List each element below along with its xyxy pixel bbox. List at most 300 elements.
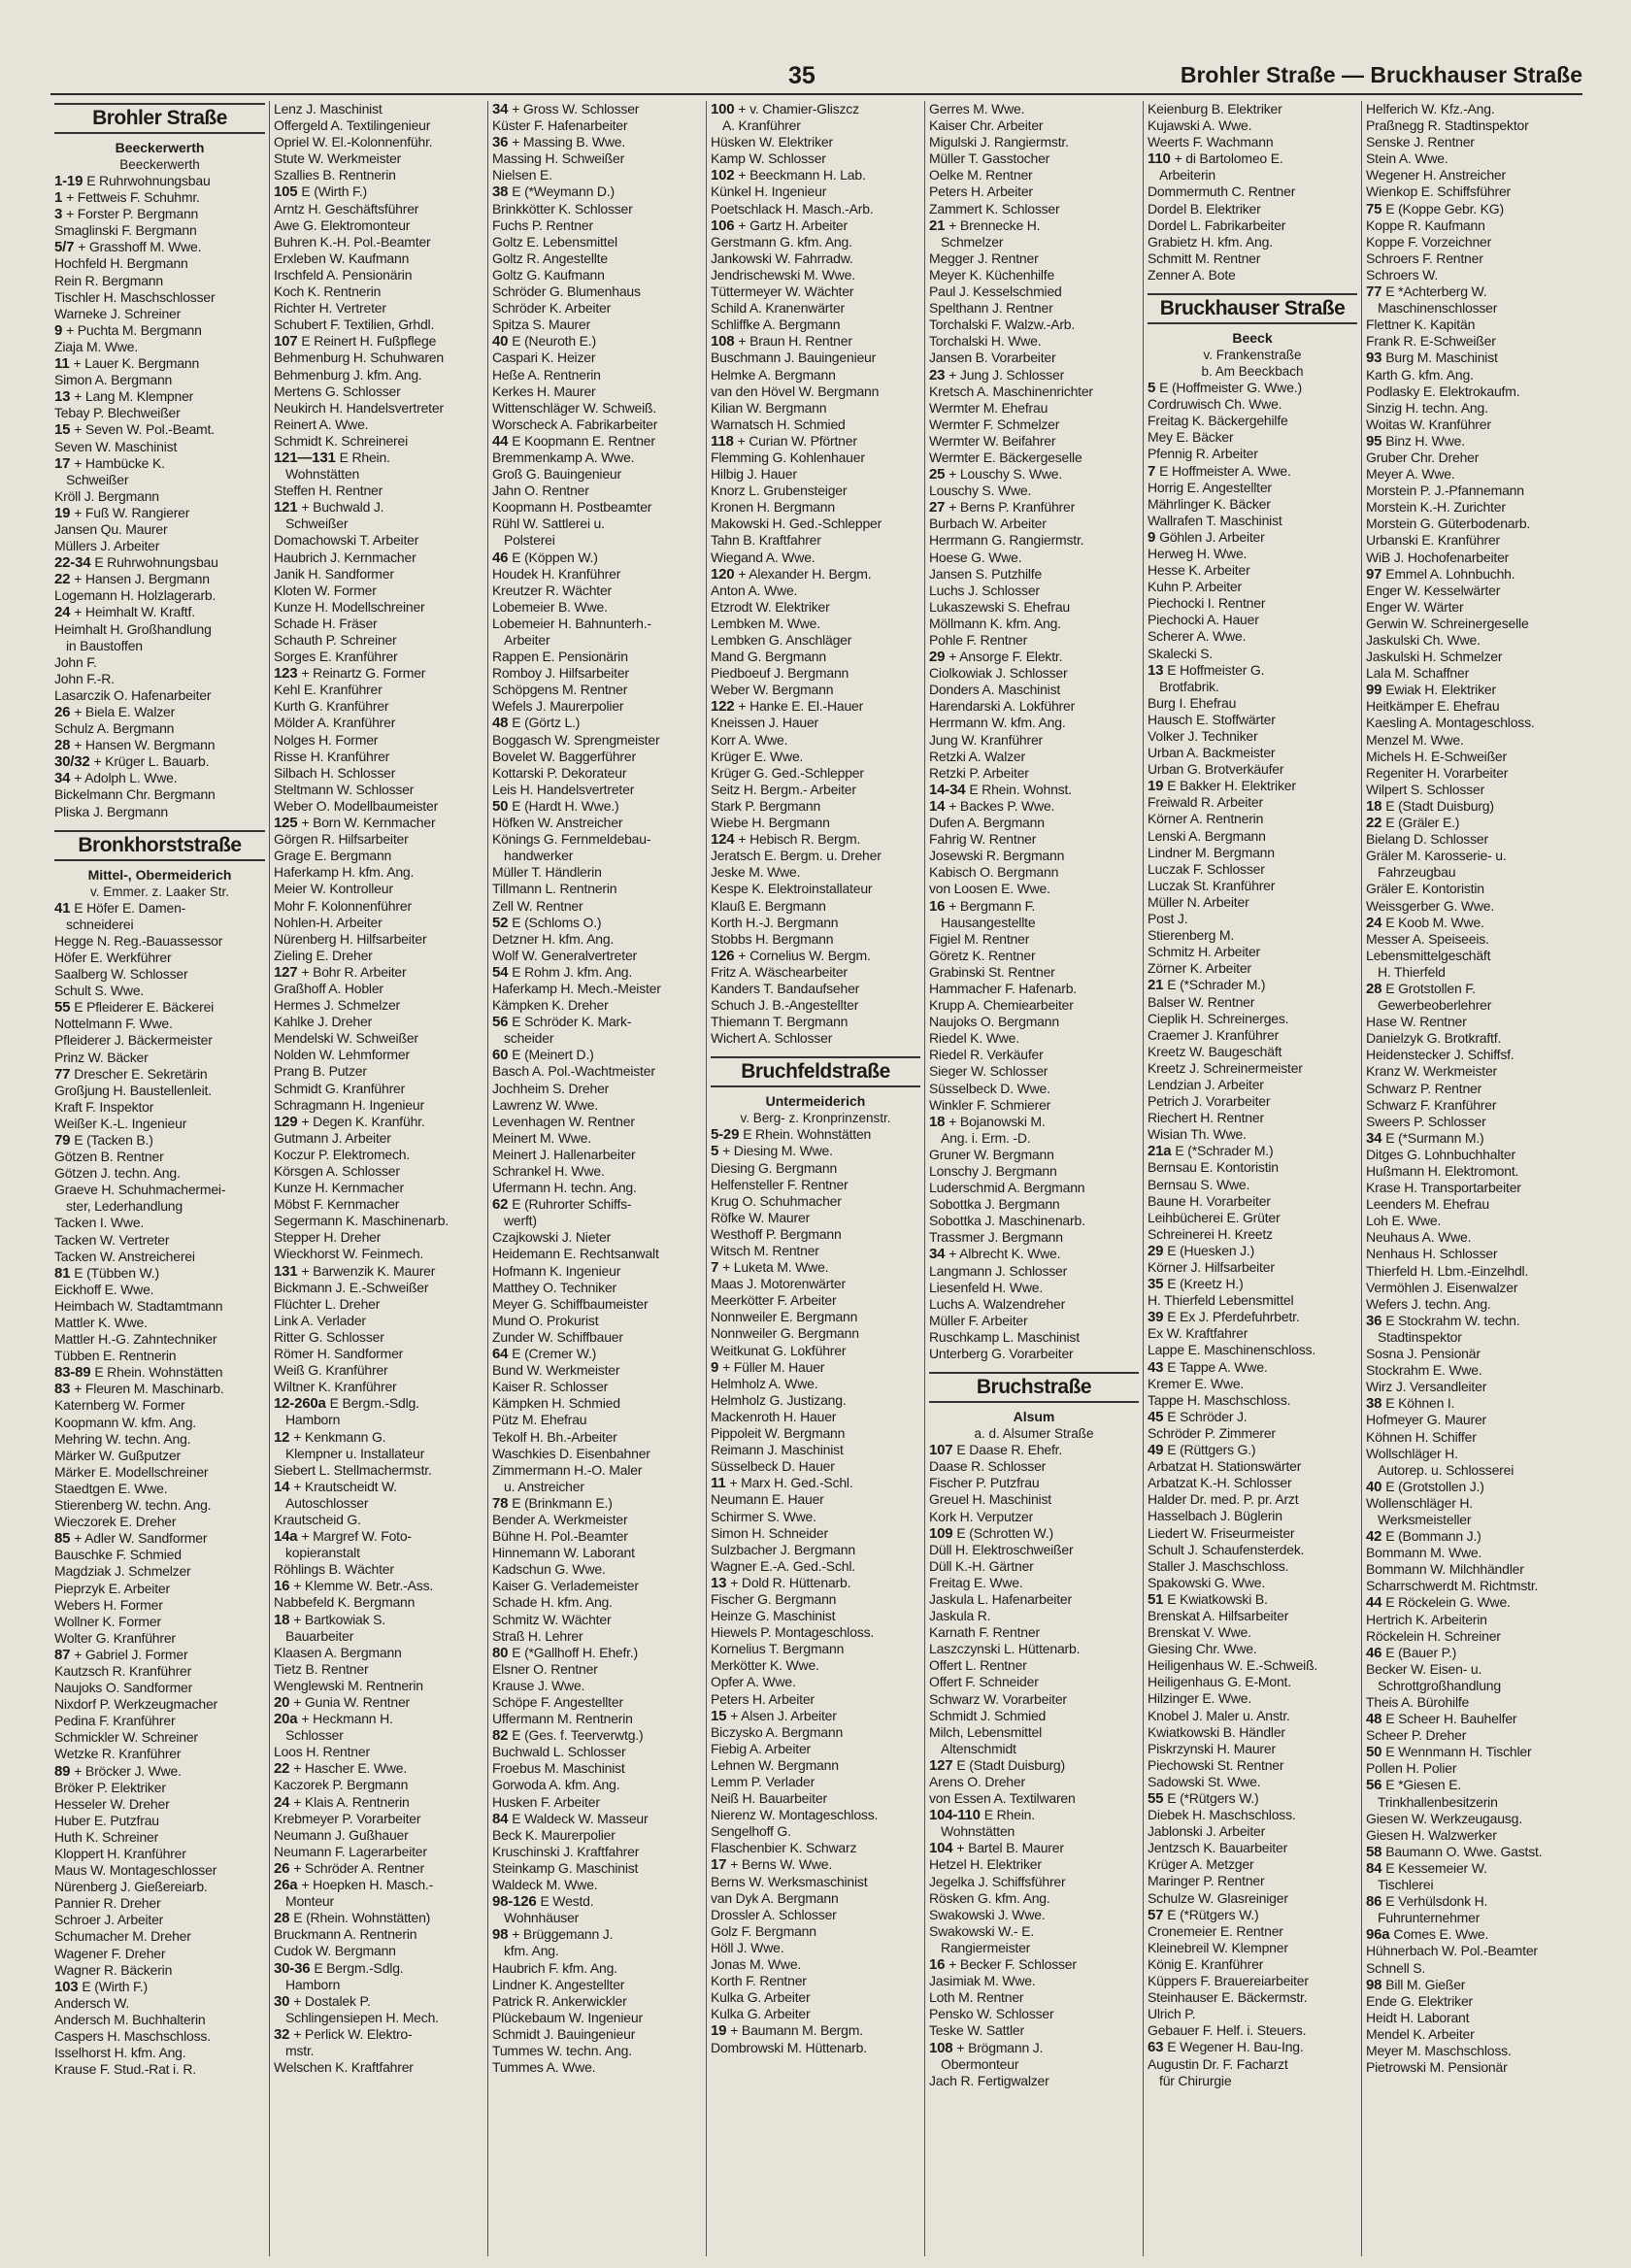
entry-text: Jeratsch E. Bergm. u. Dreher <box>711 848 882 864</box>
entry-text: Cronemeier E. Rentner <box>1148 1922 1283 1939</box>
directory-entry <box>54 1099 265 1116</box>
street-extent: v. Frankenstraße <box>1203 348 1302 363</box>
entry-text: Meyer K. Küchenhilfe <box>929 266 1055 283</box>
directory-entry <box>1148 1011 1357 1027</box>
entry-text: E Grotstollen F. <box>1385 980 1476 996</box>
directory-entry <box>492 881 702 897</box>
directory-entry <box>492 1628 702 1645</box>
entry-text: Neumann F. Lagerarbeiter <box>274 1843 427 1859</box>
house-number: 41 <box>54 899 75 917</box>
directory-entry <box>274 117 483 134</box>
entry-text: Pollen H. Polier <box>1366 1760 1457 1777</box>
entry-text: Caspari K. Heizer <box>492 350 596 366</box>
street-title: Bronkhorststraße <box>54 830 265 861</box>
directory-entry <box>492 1777 702 1793</box>
entry-text: Bruckmann A. Rentnerin <box>274 1926 417 1943</box>
directory-entry <box>274 1678 483 1694</box>
directory-entry <box>1366 732 1576 749</box>
district-name: Alsum <box>1013 1409 1055 1425</box>
directory-entry <box>1366 1147 1576 1163</box>
directory-entry <box>711 1475 920 1491</box>
house-number: 45 <box>1148 1408 1168 1425</box>
entry-text: Süsselbeck D. Hauer <box>711 1458 835 1475</box>
house-number: 29 <box>1148 1242 1168 1259</box>
directory-entry <box>54 1497 265 1514</box>
entry-text: + Hansen W. Bergmann <box>74 737 216 753</box>
entry-text: E (Cremer W.) <box>512 1346 597 1362</box>
entry-text: Herrmann W. kfm. Ang. <box>929 715 1066 731</box>
directory-entry <box>274 1844 483 1860</box>
directory-entry <box>929 1229 1139 1246</box>
directory-entry <box>1366 665 1576 682</box>
directory-entry <box>711 915 920 931</box>
entry-text: Keienburg B. Elektriker <box>1148 101 1282 117</box>
directory-entry <box>711 765 920 782</box>
entry-text: Milch, Lebensmittel <box>929 1723 1043 1740</box>
entry-text: Baumann O. Wwe. Gastst. <box>1385 1843 1543 1859</box>
house-number: 40 <box>1366 1478 1386 1495</box>
directory-entry <box>1366 1893 1576 1910</box>
directory-entry <box>929 649 1139 665</box>
entry-text: Gerstmann G. kfm. Ang. <box>711 233 852 250</box>
entry-text: Kunze H. Kernmacher <box>274 1180 404 1196</box>
entry-text: Lehnen W. Bergmann <box>711 1756 839 1773</box>
entry-text: Goltz R. Angestellte <box>492 250 608 266</box>
directory-entry <box>711 1989 920 2006</box>
directory-entry <box>929 848 1139 864</box>
directory-entry <box>492 831 702 848</box>
house-number: 42 <box>1366 1528 1386 1546</box>
house-number: 95 <box>1366 432 1386 450</box>
directory-entry <box>54 173 265 189</box>
directory-entry <box>492 1893 702 1910</box>
directory-entry <box>711 1309 920 1325</box>
entry-text: Nürenberg J. Gießereiarb. <box>54 1879 208 1895</box>
district-name: Beeck <box>1232 330 1273 347</box>
directory-columns <box>50 101 1582 2256</box>
entry-text: Schreinerei H. Kreetz <box>1148 1225 1273 1242</box>
entry-text: Uffermann M. Rentnerin <box>492 1711 633 1727</box>
directory-entry <box>54 1829 265 1846</box>
house-number: 29 <box>929 649 949 666</box>
entry-text: Hertrich K. Arbeiterin <box>1366 1611 1487 1627</box>
house-number: 49 <box>1148 1442 1168 1459</box>
entry-text: Brenskat V. Wwe. <box>1148 1624 1251 1641</box>
entry-text: Kranz W. Werkmeister <box>1366 1063 1497 1080</box>
entry-text: König E. Kranführer <box>1148 1955 1264 1972</box>
entry-text: Reimann J. Maschinist <box>711 1442 844 1458</box>
directory-entry <box>492 815 702 831</box>
directory-entry <box>711 384 920 400</box>
directory-entry <box>1148 1840 1357 1856</box>
entry-text: Ex W. Kraftfahrer <box>1148 1325 1248 1342</box>
directory-entry <box>929 550 1139 566</box>
entry-text: Grabinski St. Rentner <box>929 963 1055 980</box>
directory-entry <box>1148 117 1357 134</box>
house-number: 85 <box>54 1530 75 1548</box>
directory-entry <box>1148 429 1357 446</box>
entry-text: Haferkamp H. kfm. Ang. <box>274 864 415 881</box>
entry-continuation: Obermonteur <box>941 2055 1019 2072</box>
entry-text: Wagner E.-A. Ged.-Schl. <box>711 1557 855 1574</box>
entry-text: Kloppert H. Kranführer <box>54 1846 186 1861</box>
directory-entry <box>1366 1196 1576 1213</box>
directory-entry <box>274 1081 483 1097</box>
house-number: 32 <box>274 2025 294 2043</box>
directory-entry <box>929 466 1139 483</box>
directory-entry <box>711 267 920 284</box>
entry-text: E Bergm.-Sdlg. <box>314 1959 404 1976</box>
entry-text: Piskrzynski H. Maurer <box>1148 1740 1276 1756</box>
directory-entry <box>492 101 702 117</box>
house-number: 131 <box>274 1262 302 1280</box>
directory-entry <box>1148 1177 1357 1193</box>
directory-entry <box>54 189 265 206</box>
directory-entry <box>1366 1960 1576 1977</box>
directory-entry <box>1148 1376 1357 1392</box>
entry-text: Spitza S. Maurer <box>492 317 591 333</box>
directory-entry <box>492 1794 702 1811</box>
directory-entry <box>1366 1412 1576 1428</box>
entry-text: E Rhein. <box>339 449 390 465</box>
house-number: 127 <box>274 963 302 981</box>
entry-text: Schade H. Fräser <box>274 615 378 631</box>
house-number: 38 <box>492 183 513 201</box>
entry-text: Pietrowski M. Pensionär <box>1366 2059 1508 2076</box>
directory-entry <box>1366 1661 1576 1678</box>
entry-continuation: u. Anstreicher <box>504 1478 584 1494</box>
entry-text: Heimbach W. Stadtamtmann <box>54 1297 223 1314</box>
directory-entry <box>929 367 1139 384</box>
directory-entry <box>1366 1844 1576 1860</box>
directory-entry <box>929 433 1139 450</box>
directory-entry <box>54 687 265 704</box>
directory-entry <box>492 1512 702 1528</box>
entry-text: Neumann J. Gußhauer <box>274 1826 409 1843</box>
entry-text: John F. <box>54 653 97 670</box>
entry-text: E (Tacken B.) <box>74 1131 153 1148</box>
directory-entry <box>492 1313 702 1329</box>
directory-entry <box>274 864 483 881</box>
entry-text: Levenhagen W. Rentner <box>492 1113 635 1129</box>
directory-entry <box>492 1877 702 1893</box>
entry-text: + Bohr R. Arbeiter <box>301 963 407 980</box>
entry-text: Stierenberg M. <box>1148 927 1235 944</box>
entry-continuation: mstr. <box>285 2042 315 2058</box>
directory-entry <box>1148 1641 1357 1657</box>
entry-text: Heimhalt H. Großhandlung <box>54 620 212 637</box>
entry-text: E (Koppe Gebr. KG) <box>1385 200 1504 217</box>
directory-entry <box>929 1213 1139 1229</box>
entry-text: + Brennecke H. <box>949 217 1041 233</box>
directory-entry <box>1366 566 1576 583</box>
directory-entry <box>54 1265 265 1282</box>
house-number: 22 <box>1366 815 1386 832</box>
directory-entry <box>929 1542 1139 1558</box>
house-number: 30-36 <box>274 1959 315 1977</box>
entry-text: Zimmermann H.-O. Maler <box>492 1461 643 1478</box>
directory-entry <box>274 1811 483 1827</box>
directory-entry <box>492 267 702 284</box>
entry-text: Prang B. Putzer <box>274 1063 367 1080</box>
house-number: 18 <box>274 1611 294 1628</box>
directory-entry <box>1148 712 1357 728</box>
directory-entry <box>492 1429 702 1446</box>
directory-entry <box>492 1495 702 1512</box>
entry-text: Römer H. Sandformer <box>274 1346 404 1362</box>
directory-entry <box>274 782 483 798</box>
entry-text: Drossler A. Schlosser <box>711 1906 837 1922</box>
house-number: 77 <box>1366 284 1386 301</box>
entry-text: Leis H. Handelsvertreter <box>492 781 635 797</box>
directory-entry <box>1366 1097 1576 1114</box>
entry-text: Bill M. Gießer <box>1385 1976 1466 1992</box>
directory-entry <box>1148 845 1357 861</box>
directory-entry <box>1366 101 1576 117</box>
house-number: 121 <box>274 499 302 517</box>
entry-text: Prinz W. Bäcker <box>54 1049 149 1065</box>
directory-entry <box>929 1114 1139 1130</box>
directory-entry <box>1148 546 1357 562</box>
directory-entry <box>274 1462 483 1479</box>
entry-text: Kruschinski J. Kraftfahrer <box>492 1843 640 1859</box>
directory-entry <box>274 550 483 566</box>
directory-entry <box>1148 1973 1357 1989</box>
street-extent: b. Am Beeckbach <box>1201 364 1304 380</box>
directory-entry <box>711 948 920 964</box>
directory-entry <box>54 999 265 1016</box>
entry-text: E (Görtz L.) <box>512 715 581 731</box>
entry-text: Ulrich P. <box>1148 2006 1196 2022</box>
entry-text: E Hoffmeister G. <box>1167 661 1265 678</box>
entry-text: Weitkunat G. Lokführer <box>711 1342 847 1358</box>
directory-entry <box>54 1663 265 1680</box>
directory-entry <box>54 521 265 538</box>
directory-entry <box>274 1827 483 1844</box>
directory-entry <box>1148 380 1357 396</box>
directory-entry <box>1148 1508 1357 1524</box>
entry-text: Weber W. Bergmann <box>711 682 834 698</box>
entry-text: Stein A. Wwe. <box>1366 150 1448 167</box>
directory-entry <box>1366 1694 1576 1711</box>
directory-entry <box>1148 1907 1357 1923</box>
directory-entry <box>1148 1890 1357 1907</box>
directory-entry <box>1148 828 1357 845</box>
directory-entry <box>929 1657 1139 1674</box>
entry-text: Jochheim S. Dreher <box>492 1080 610 1096</box>
directory-entry <box>274 831 483 848</box>
directory-entry <box>492 1362 702 1379</box>
entry-text: Wermter E. Bäckergeselle <box>929 449 1082 465</box>
directory-entry <box>1366 1296 1576 1313</box>
house-number: 9 <box>711 1358 723 1376</box>
directory-entry <box>274 1329 483 1346</box>
directory-entry <box>1148 1110 1357 1126</box>
entry-text: Fiebig A. Arbeiter <box>711 1740 812 1756</box>
entry-text: Wienkop E. Schiffsführer <box>1366 183 1512 200</box>
directory-entry <box>711 1343 920 1359</box>
entry-text: Heiligenhaus W. E.-Schweiß. <box>1148 1657 1318 1674</box>
directory-entry <box>54 1530 265 1547</box>
directory-entry <box>1366 2010 1576 2026</box>
entry-text: Schirmer S. Wwe. <box>711 1508 816 1524</box>
entry-text: Meyer M. Maschschloss. <box>1366 2042 1512 2058</box>
entry-text: E (Hoffmeister G. Wwe.) <box>1159 380 1302 396</box>
entry-text: E Stockrahm W. techn. <box>1385 1312 1520 1328</box>
entry-text: Körner J. Hilfsarbeiter <box>1148 1259 1275 1275</box>
directory-entry <box>274 798 483 815</box>
house-number: 44 <box>1366 1594 1386 1612</box>
entry-text: Hußmann H. Elektromont. <box>1366 1163 1519 1179</box>
entry-text: Grage E. Bergmann <box>274 848 392 864</box>
directory-entry <box>274 1395 483 1412</box>
directory-entry <box>1366 583 1576 599</box>
entry-text: Schild A. Kranenwärter <box>711 300 846 317</box>
entry-text: Kaiser G. Verlademeister <box>492 1578 639 1594</box>
directory-entry <box>1148 1774 1357 1790</box>
directory-entry <box>54 1581 265 1597</box>
entry-text: Tacken W. Vertreter <box>54 1231 170 1248</box>
house-number: 3 <box>54 206 67 223</box>
entry-text: E (Bommann J.) <box>1385 1528 1481 1545</box>
entry-text: Messer A. Speiseeis. <box>1366 930 1489 947</box>
entry-text: Luczak F. Schlosser <box>1148 860 1265 877</box>
directory-entry <box>54 983 265 999</box>
entry-text: + Dold R. Hüttenarb. <box>730 1574 851 1590</box>
entry-text: Lappe E. Maschinenschloss. <box>1148 1342 1316 1358</box>
directory-entry <box>54 933 265 950</box>
directory-entry <box>1148 1575 1357 1591</box>
entry-text: E Kwiatkowski B. <box>1167 1590 1268 1607</box>
directory-entry <box>274 1379 483 1395</box>
directory-entry <box>54 1746 265 1762</box>
directory-entry <box>274 964 483 981</box>
entry-text: Mattler H.-G. Zahntechniker <box>54 1331 217 1348</box>
directory-entry <box>54 1481 265 1497</box>
entry-text: Wilpert S. Schlosser <box>1366 781 1485 797</box>
district-name: Beeckerwerth <box>115 140 205 155</box>
entry-text: Brinkkötter K. Schlosser <box>492 200 633 217</box>
entry-text: Schulze W. Glasreiniger <box>1148 1889 1288 1906</box>
directory-entry <box>1148 1093 1357 1110</box>
directory-entry <box>492 2010 702 2026</box>
directory-entry <box>929 898 1139 915</box>
house-number: 52 <box>492 914 513 931</box>
directory-entry <box>711 1525 920 1542</box>
directory-entry <box>1148 1790 1357 1807</box>
directory-entry <box>492 599 702 616</box>
directory-entry <box>711 1708 920 1724</box>
entry-text: Wagner R. Bäckerin <box>54 1961 173 1978</box>
directory-entry <box>54 950 265 966</box>
entry-text: + Albrecht K. Wwe. <box>949 1246 1061 1262</box>
entry-text: Schubert F. Textilien, Grhdl. <box>274 317 435 333</box>
entry-text: Langmann J. Schlosser <box>929 1262 1068 1279</box>
entry-text: Huth K. Schreiner <box>54 1828 159 1845</box>
entry-text: Pannier R. Dreher <box>54 1895 161 1912</box>
entry-text: Kahlke J. Dreher <box>274 1014 373 1030</box>
entry-text: Möbst F. Kernmacher <box>274 1196 400 1213</box>
entry-text: Götzen J. techn. Ang. <box>54 1165 181 1182</box>
entry-text: Tummes W. techn. Ang. <box>492 2042 632 2058</box>
house-number: 60 <box>492 1047 513 1064</box>
directory-entry <box>492 433 702 450</box>
entry-text: Praßnegg R. Stadtinspektor <box>1366 117 1529 134</box>
entry-text: Zell W. Rentner <box>492 897 583 914</box>
directory-entry <box>492 1196 702 1213</box>
entry-text: Diesing G. Bergmann <box>711 1159 838 1176</box>
entry-text: Menzel M. Wwe. <box>1366 731 1464 748</box>
entry-text: Schmidt K. Schreinerei <box>274 432 408 449</box>
directory-entry <box>1366 981 1576 997</box>
directory-entry <box>54 1066 265 1083</box>
entry-continuation: Schweißer <box>285 516 349 532</box>
entry-text: + Margref W. Foto- <box>301 1528 412 1545</box>
entry-text: + Schröder A. Rentner <box>293 1859 424 1876</box>
entry-continuation: Trinkhallenbesitzerin <box>1378 1793 1498 1810</box>
entry-text: Hase W. Rentner <box>1366 1014 1467 1030</box>
directory-entry <box>54 388 265 405</box>
directory-entry <box>274 1578 483 1594</box>
entry-continuation: Maschinenschlosser <box>1378 300 1498 317</box>
entry-text: Torchalski H. Wwe. <box>929 333 1042 350</box>
entry-text: Reinert A. Wwe. <box>274 416 369 432</box>
directory-entry <box>1148 1923 1357 1940</box>
entry-text: Janik H. Sandformer <box>274 565 394 582</box>
directory-entry <box>1366 1744 1576 1760</box>
entry-text: + Gross W. Schlosser <box>512 101 640 117</box>
directory-entry <box>492 931 702 948</box>
directory-entry <box>1148 2056 1357 2073</box>
directory-entry <box>1148 1956 1357 1973</box>
directory-entry <box>929 1163 1139 1180</box>
entry-text: + Heimhalt W. Kraftf. <box>74 604 195 620</box>
directory-entry <box>711 2022 920 2039</box>
entry-text: Wollenschläger H. <box>1366 1494 1473 1511</box>
directory-entry <box>54 488 265 505</box>
house-number: 57 <box>1148 1906 1168 1923</box>
directory-entry <box>929 1263 1139 1280</box>
directory-entry <box>929 1890 1139 1907</box>
entry-text: E (Rüttgers G.) <box>1167 1442 1256 1458</box>
entry-text: E Verhülsdonk H. <box>1385 1893 1488 1910</box>
entry-text: Pütz M. Ehefrau <box>492 1412 587 1428</box>
entry-text: + Berns P. Kranführer <box>949 499 1076 516</box>
entry-text: Urbanski E. Kranführer <box>1366 532 1500 549</box>
directory-entry <box>1148 217 1357 234</box>
entry-text: Müller T. Händlerin <box>492 864 602 881</box>
entry-text: Liesenfeld H. Wwe. <box>929 1279 1044 1295</box>
house-number: 16 <box>274 1578 294 1595</box>
street-title: Bruckhauser Straße <box>1148 293 1357 324</box>
directory-entry <box>492 217 702 234</box>
entry-text: Wollschläger H. <box>1366 1445 1458 1461</box>
directory-entry <box>1148 1873 1357 1889</box>
directory-entry <box>492 1860 702 1877</box>
entry-text: Boggasch W. Sprengmeister <box>492 731 660 748</box>
entry-text: Hammacher F. Hafenarb. <box>929 980 1077 996</box>
house-number: 48 <box>1366 1711 1386 1728</box>
column-4 <box>706 101 924 2256</box>
directory-entry <box>274 317 483 333</box>
entry-text: Haubrich F. kfm. Ang. <box>492 1959 617 1976</box>
directory-entry <box>1366 881 1576 897</box>
entry-text: Petrich J. Vorarbeiter <box>1148 1093 1271 1110</box>
directory-entry <box>1366 1495 1576 1512</box>
house-number: 64 <box>492 1346 513 1363</box>
house-number: 22 <box>54 571 75 588</box>
house-number: 108 <box>929 2039 957 2056</box>
